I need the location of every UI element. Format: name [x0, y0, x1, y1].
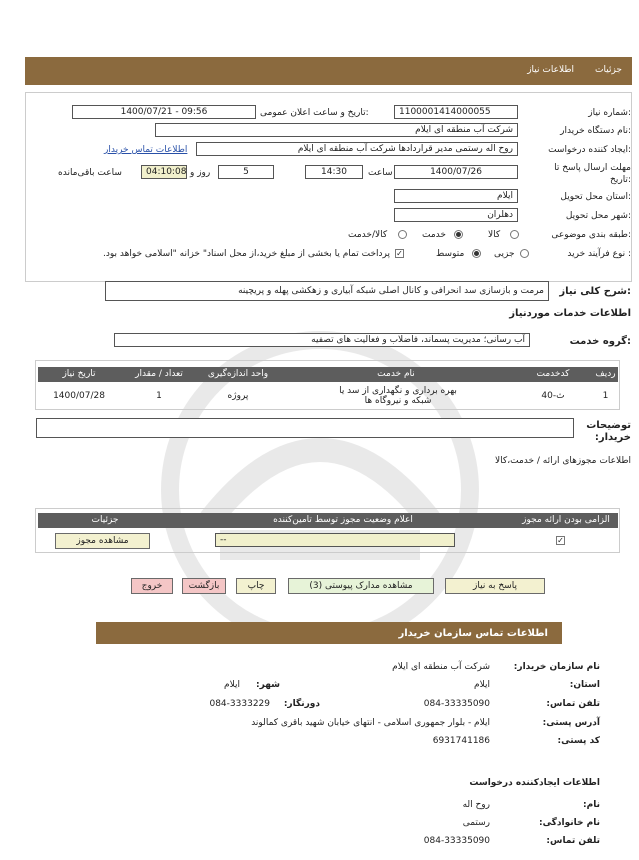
license-table-header: [38, 513, 618, 528]
row-date: 1400/07/28: [53, 391, 105, 401]
time-label: ساعت: [368, 168, 393, 178]
day-label: روز و: [190, 168, 211, 178]
service-table-header: [38, 367, 618, 382]
process-partial-radio[interactable]: [520, 249, 529, 258]
category-goods-service-radio[interactable]: [398, 230, 407, 239]
contact-phone: 084-33335090: [423, 699, 490, 709]
province-label: استان محل تحویل:: [560, 192, 631, 202]
col-name: نام خدمت: [377, 369, 415, 379]
buyer-contact-link[interactable]: اطلاعات تماس خریدار: [104, 145, 188, 155]
contact-fax: 084-3333229: [209, 699, 270, 709]
contact-title: اطلاعات تماس سازمان خریدار: [398, 628, 548, 639]
contact-org-label: نام سازمان خریدار:: [513, 662, 600, 672]
process-medium-radio[interactable]: [472, 249, 481, 258]
col-unit: واحد اندازه‌گیری: [207, 369, 269, 379]
contact-org: شرکت آب منطقه ای ایلام: [392, 662, 490, 672]
services-title: اطلاعات خدمات موردنیاز: [509, 308, 631, 319]
col-status: اعلام وضعیت مجوز توسط تامین‌کننده: [273, 515, 413, 525]
service-group-field: آب رسانی؛ مدیریت پسماند، فاضلاب و فعالیت های تصفیه: [114, 333, 530, 347]
creator-label: ایجاد کننده درخواست:: [548, 145, 631, 155]
process-label: نوع فرآیند خرید :: [567, 249, 631, 259]
contact-details: [60, 652, 600, 852]
category-goods-service-label: کالا/خدمت: [348, 230, 388, 240]
exit-button[interactable]: خروج: [131, 578, 173, 594]
need-number-label: شماره نیاز:: [588, 108, 631, 118]
license-required-checkbox: ✓: [557, 536, 564, 545]
treasury-payment-note: پرداخت تمام یا بخشی از مبلغ خرید،از محل اسناد" خزانه "اسلامی خواهد بود.: [102, 249, 390, 259]
category-label: طبقه بندی موضوعی:: [551, 230, 631, 240]
row-code: ث-40: [541, 391, 565, 401]
contact-section-bar: [96, 622, 562, 644]
view-license-button[interactable]: مشاهده مجوز: [55, 533, 150, 549]
remaining-label: ساعت باقی‌مانده: [58, 168, 122, 178]
contact-postal: 6931741186: [432, 736, 490, 746]
deadline-label: مهلت ارسال پاسخ تا تاریخ:: [554, 163, 631, 185]
buyer-org-field: شرکت آب منطقه ای ایلام: [155, 123, 518, 137]
row-unit: پروژه: [227, 391, 249, 401]
contact-postal-label: کد پستی:: [557, 736, 600, 746]
process-medium-label: متوسط: [436, 249, 465, 259]
creator-phone: 084-33335090: [423, 836, 490, 846]
back-button[interactable]: بازگشت: [182, 578, 226, 594]
creator-name-label: نام:: [583, 800, 600, 810]
category-service-radio[interactable]: [454, 230, 463, 239]
buyer-desc-field: [36, 418, 574, 438]
top-nav-bar: [25, 57, 632, 85]
nav-need-info[interactable]: اطلاعات نیاز: [527, 65, 574, 75]
creator-field: روح اله رستمی مدیر قراردادها شرکت آب منطقه ای ایلام: [196, 142, 518, 156]
row-qty: 1: [156, 391, 162, 401]
category-goods-radio[interactable]: [510, 230, 519, 239]
treasury-payment-checkbox[interactable]: ✓: [396, 249, 403, 258]
deadline-date-field: 1400/07/26: [394, 165, 518, 179]
creator-phone-label: تلفن تماس:: [546, 836, 600, 846]
col-qty: تعداد / مقدار: [135, 369, 183, 379]
need-number-field: 1100001414000055: [394, 105, 518, 119]
contact-city-label: شهر:: [256, 680, 280, 690]
contact-province-label: استان:: [569, 680, 600, 690]
creator-section-title: اطلاعات ایجادکننده درخواست: [469, 778, 600, 788]
province-field: ایلام: [394, 189, 518, 203]
col-date: تاریخ نیاز: [62, 369, 96, 379]
table-row: [38, 384, 618, 408]
days-field: 5: [218, 165, 274, 179]
contact-city: ایلام: [224, 680, 240, 690]
nav-details[interactable]: جزئیات: [595, 65, 622, 75]
license-title: اطلاعات مجوزهای ارائه / خدمت،کالا: [495, 456, 631, 466]
announce-label: تاریخ و ساعت اعلان عمومی:: [260, 108, 369, 118]
buyer-org-label: نام دستگاه خریدار:: [560, 126, 631, 136]
col-code: کدخدمت: [536, 369, 570, 379]
print-button[interactable]: چاپ: [236, 578, 276, 594]
deadline-time-field: 14:30: [305, 165, 363, 179]
creator-name: روح اله: [462, 800, 490, 810]
contact-address: ایلام - بلوار جمهوری اسلامی - انتهای خیابان شهید باقری کمالوند: [251, 718, 490, 728]
announce-field: 1400/07/21 - 09:56: [72, 105, 256, 119]
summary-label: شرح کلی نیاز:: [559, 286, 631, 297]
contact-province: ایلام: [474, 680, 490, 690]
city-label: شهر محل تحویل:: [565, 211, 631, 221]
col-row: ردیف: [595, 369, 616, 379]
col-details: جزئیات: [91, 515, 119, 525]
creator-family-label: نام خانوادگی:: [538, 818, 600, 828]
summary-field: مرمت و بازسازی سد انحرافی و کانال اصلی شبکه آبیاری و زهکشی پهله و پریچینه: [105, 281, 549, 301]
category-service-label: خدمت: [422, 230, 446, 240]
process-partial-label: جزیی: [494, 249, 515, 259]
contact-phone-label: تلفن تماس:: [546, 699, 600, 709]
city-field: دهلران: [394, 208, 518, 222]
col-required: الزامی بودن ارائه مجوز: [522, 515, 610, 525]
remaining-time-field: 04:10:08: [141, 165, 187, 179]
license-status-field: --: [215, 533, 455, 547]
contact-address-label: آدرس پستی:: [542, 718, 600, 728]
contact-fax-label: دورنگار:: [283, 699, 320, 709]
category-goods-label: کالا: [488, 230, 501, 240]
buyer-desc-label: توضیحات خریدار:: [586, 420, 631, 443]
service-group-label: گروه خدمت:: [569, 336, 631, 347]
view-attachments-button[interactable]: مشاهده مدارک پیوستی (3): [288, 578, 434, 594]
row-name: بهره برداری و نگهداری از سد یا شبکه و نیروگاه ها: [339, 386, 457, 406]
row-index: 1: [602, 391, 609, 401]
reply-button[interactable]: پاسخ به نیاز: [445, 578, 545, 594]
creator-family: رستمی: [462, 818, 490, 828]
